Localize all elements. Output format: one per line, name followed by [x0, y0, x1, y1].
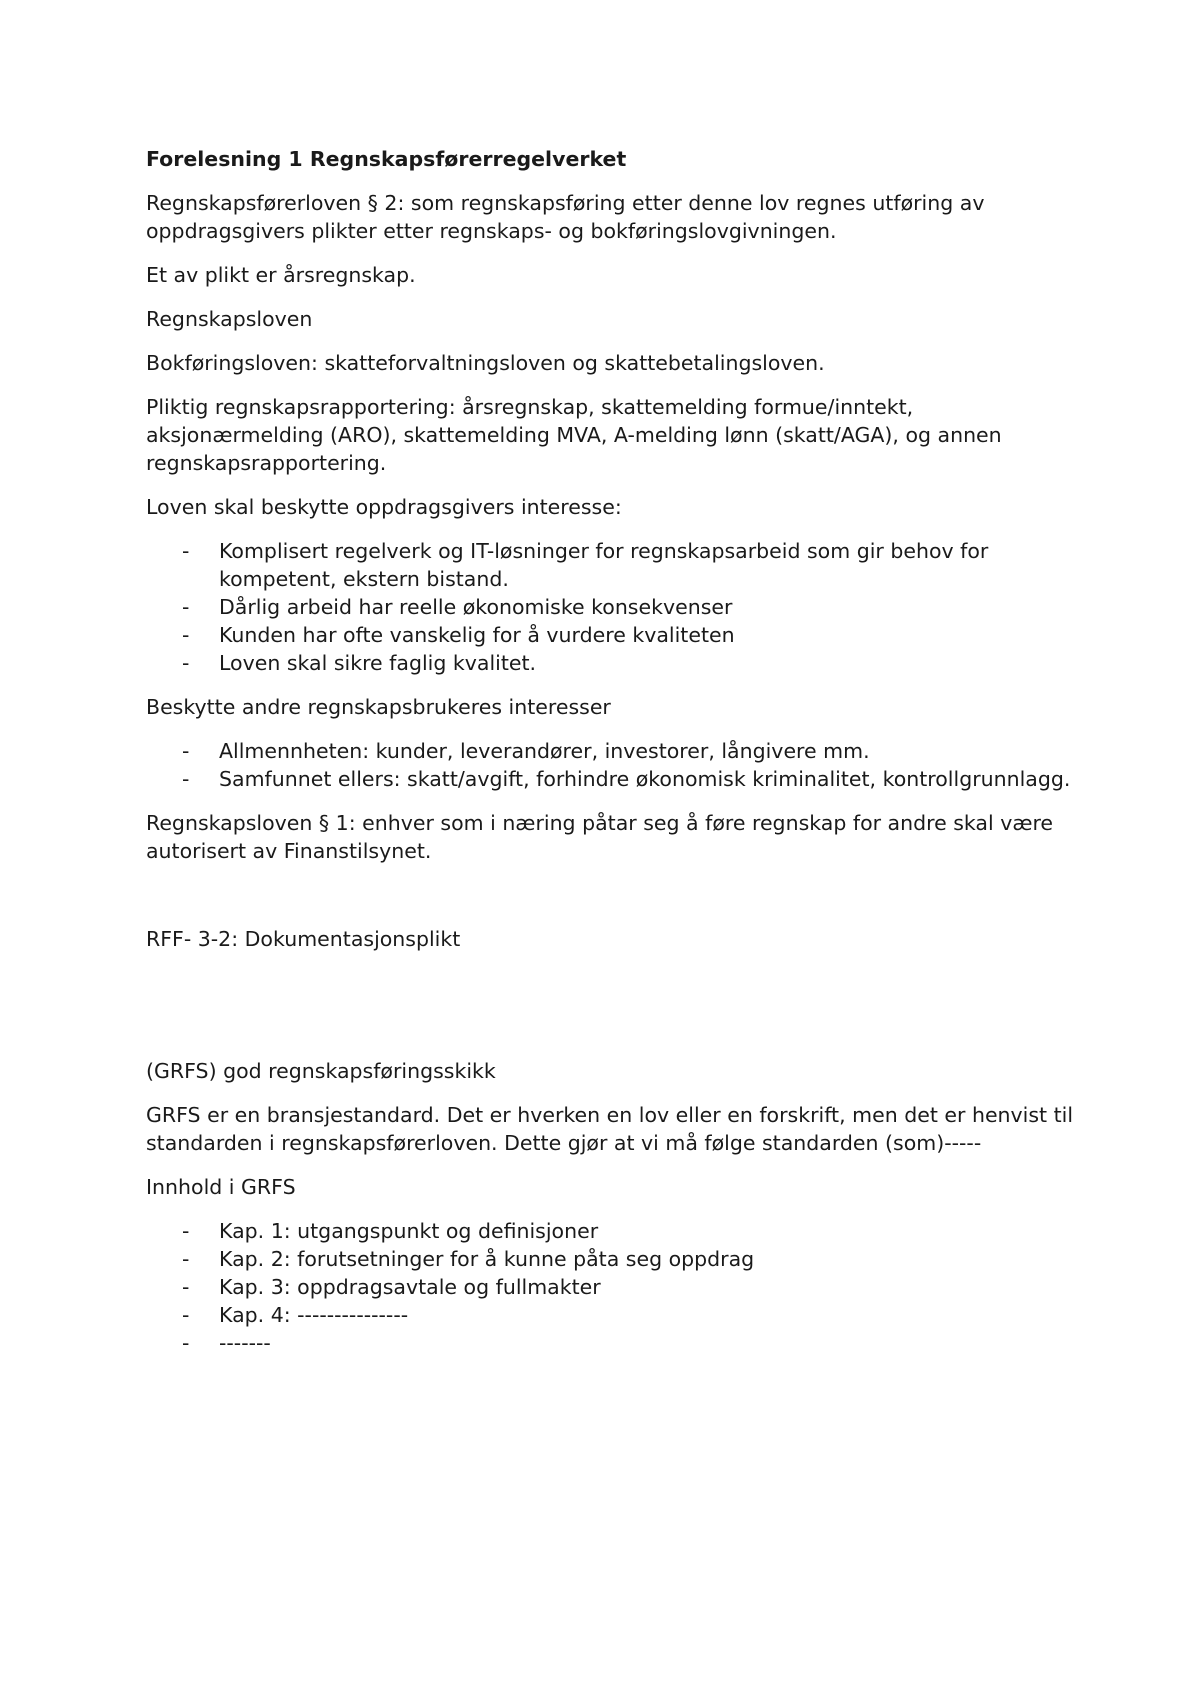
paragraph-bokforingsloven: Bokføringsloven: skatteforvaltningsloven og skattebetalingsloven.	[146, 351, 825, 375]
list-item	[146, 765, 1086, 793]
list-item-text: Kap. 4: ---------------	[219, 1303, 409, 1327]
list-item-text: Kap. 1: utgangspunkt og definisjoner	[219, 1219, 599, 1243]
list-item	[146, 649, 1086, 677]
list-item	[146, 737, 1086, 765]
paragraph-arsregnskap: Et av plikt er årsregnskap.	[146, 263, 416, 287]
dash-bullet: -	[182, 1219, 190, 1243]
list-item-text: -------	[219, 1331, 271, 1355]
list-andre-brukere	[146, 737, 1086, 793]
paragraph-regnskapsloven-1: Regnskapsloven § 1: enhver som i næring påtar seg å føre regnskap for andre skal være autorisert av Finanstilsynet.	[146, 811, 1054, 863]
dash-bullet: -	[182, 739, 190, 763]
list-item-text: Kap. 3: oppdragsavtale og fullmakter	[219, 1275, 601, 1299]
list-item	[146, 1273, 1086, 1301]
paragraph-rff-dokumentasjonsplikt: RFF- 3-2: Dokumentasjonsplikt	[146, 927, 461, 951]
dash-bullet: -	[182, 1275, 190, 1299]
dash-bullet: -	[182, 539, 190, 563]
dash-bullet: -	[182, 595, 190, 619]
dash-bullet: -	[182, 1303, 190, 1327]
list-oppdragsgiver-interesse	[146, 537, 1086, 677]
blank-space	[146, 881, 1086, 925]
dash-bullet: -	[182, 767, 190, 791]
list-item-text: Loven skal sikre faglig kvalitet.	[219, 651, 537, 675]
paragraph-beskytte-oppdragsgiver: Loven skal beskytte oppdragsgivers interesse:	[146, 495, 622, 519]
paragraph-pliktig-rapportering: Pliktig regnskapsrapportering: årsregnskap, skattemelding formue/inntekt, aksjonærmelding (ARO), skattemelding MVA, A-melding lønn (skatt/AGA), og annen regnskapsrapportering.	[146, 395, 1002, 475]
list-item	[146, 1217, 1086, 1245]
dash-bullet: -	[182, 1247, 190, 1271]
list-item	[146, 1301, 1086, 1329]
list-item	[146, 1329, 1086, 1357]
list-item-text: Allmennheten: kunder, leverandører, investorer, långivere mm.	[219, 739, 870, 763]
page-title: Forelesning 1 Regnskapsførerregelverket	[146, 147, 627, 171]
list-item	[146, 1245, 1086, 1273]
dash-bullet: -	[182, 1331, 190, 1355]
paragraph-regnskapsforerloven-2: Regnskapsførerloven § 2: som regnskapsføring etter denne lov regnes utføring av oppdragsgivers plikter etter regnskaps- og bokføringslovgivningen.	[146, 191, 985, 243]
list-item	[146, 593, 1086, 621]
paragraph-innhold-grfs: Innhold i GRFS	[146, 1175, 296, 1199]
list-item-text: Samfunnet ellers: skatt/avgift, forhindre økonomisk kriminalitet, kontrollgrunnlagg.	[219, 767, 1071, 791]
list-item-text: Dårlig arbeid har reelle økonomiske konsekvenser	[219, 595, 733, 619]
list-item-text: Komplisert regelverk og IT-løsninger for regnskapsarbeid som gir behov for kompetent, ekstern bistand.	[219, 539, 989, 591]
dash-bullet: -	[182, 623, 190, 647]
list-item	[146, 621, 1086, 649]
list-item-text: Kap. 2: forutsetninger for å kunne påta seg oppdrag	[219, 1247, 755, 1271]
dash-bullet: -	[182, 651, 190, 675]
list-item-text: Kunden har ofte vanskelig for å vurdere kvaliteten	[219, 623, 735, 647]
blank-space	[146, 969, 1086, 1057]
paragraph-grfs-bransjestandard: GRFS er en bransjestandard. Det er hverken en lov eller en forskrift, men det er henvist til standarden i regnskapsførerloven. Dette gjør at vi må følge standarden (som)-----	[146, 1103, 1074, 1155]
paragraph-andre-brukere: Beskytte andre regnskapsbrukeres interesser	[146, 695, 611, 719]
paragraph-regnskapsloven: Regnskapsloven	[146, 307, 313, 331]
paragraph-grfs-heading: (GRFS) god regnskapsføringsskikk	[146, 1059, 496, 1083]
list-grfs-kapitler	[146, 1217, 1086, 1357]
document-page	[146, 145, 1086, 1373]
list-item	[146, 537, 1086, 593]
